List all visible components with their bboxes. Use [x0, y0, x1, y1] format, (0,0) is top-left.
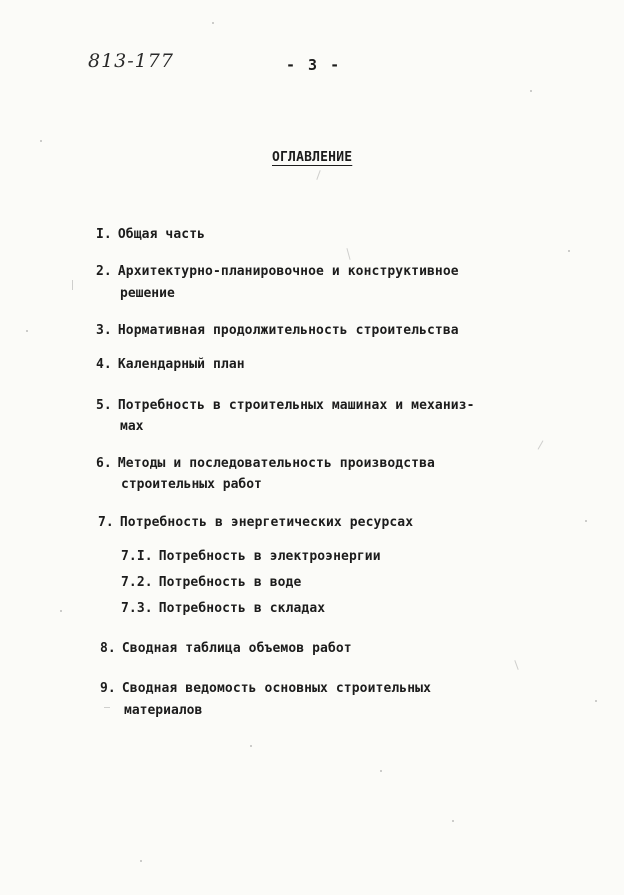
toc-entry-text: Архитектурно-планировочное и конструктивное	[117, 264, 459, 279]
scan-speck	[140, 860, 142, 862]
scan-speck	[568, 250, 570, 252]
toc-entry	[96, 261, 459, 283]
scan-speck	[530, 90, 532, 92]
toc-entry-text: Потребность в электроэнергии	[158, 549, 381, 564]
toc-entry	[98, 512, 413, 534]
toc-entry-number: 7.	[98, 515, 114, 530]
toc-entry-text: Нормативная продолжительность строительства	[117, 323, 459, 338]
toc-entry	[96, 320, 459, 342]
scan-speck	[40, 140, 42, 142]
toc-entry-number: 7.2.	[121, 575, 153, 590]
toc-entry-number: 7.3.	[121, 601, 153, 616]
toc-entry-number: I.	[96, 227, 112, 242]
scan-speck	[380, 770, 382, 772]
toc-entry-text: Потребность в строительных машинах и механиз-	[117, 398, 475, 413]
toc-subentry	[121, 598, 325, 620]
scan-speck	[250, 745, 252, 747]
toc-entry-text: Сводная таблица объемов работ	[121, 641, 352, 656]
toc-entry	[96, 453, 435, 475]
toc-entry	[96, 354, 245, 376]
toc-entry-continuation: мах	[120, 419, 144, 434]
toc-entry-number: 6.	[96, 456, 112, 471]
scan-speck	[585, 520, 587, 522]
toc-entry-text: Методы и последовательность производства	[117, 456, 435, 471]
toc-entry-number: 9.	[100, 681, 116, 696]
scan-stroke	[514, 660, 518, 670]
toc-entry-number: 8.	[100, 641, 116, 656]
toc-entry	[100, 638, 352, 660]
toc-entry-continuation: материалов	[124, 703, 203, 718]
toc-entry-number: 3.	[96, 323, 112, 338]
toc-title: ОГЛАВЛЕНИЕ	[272, 150, 353, 165]
toc-entry-text: Календарный план	[117, 357, 245, 372]
toc-entry	[96, 395, 475, 417]
toc-entry	[100, 678, 431, 700]
toc-subentry	[121, 546, 381, 568]
toc-subentry	[121, 572, 301, 594]
toc-entry	[96, 224, 205, 246]
toc-entry-text: Потребность в воде	[158, 575, 302, 590]
toc-entry-number: 4.	[96, 357, 112, 372]
scan-stroke	[104, 707, 110, 708]
toc-entry-number: 7.I.	[121, 549, 153, 564]
page-number: - 3 -	[286, 56, 342, 74]
scan-speck	[212, 22, 214, 24]
toc-entry-text: Сводная ведомость основных строительных	[121, 681, 431, 696]
document-id: 813-177	[88, 50, 174, 72]
toc-entry-number: 2.	[96, 264, 112, 279]
toc-entry-text: Потребность в энергетических ресурсах	[119, 515, 414, 530]
toc-entry-continuation: решение	[120, 286, 175, 301]
toc-entry-text: Потребность в складах	[158, 601, 326, 616]
toc-entry-continuation: строительных работ	[121, 477, 262, 492]
toc-entry-text: Общая часть	[117, 227, 206, 242]
toc-entry-number: 5.	[96, 398, 112, 413]
scan-speck	[60, 610, 62, 612]
scan-speck	[595, 700, 597, 702]
scan-stroke	[72, 280, 73, 290]
scan-speck	[452, 820, 454, 822]
scan-speck	[26, 330, 28, 332]
scan-stroke	[538, 440, 544, 449]
scan-stroke	[346, 248, 350, 260]
scan-stroke	[316, 170, 320, 180]
